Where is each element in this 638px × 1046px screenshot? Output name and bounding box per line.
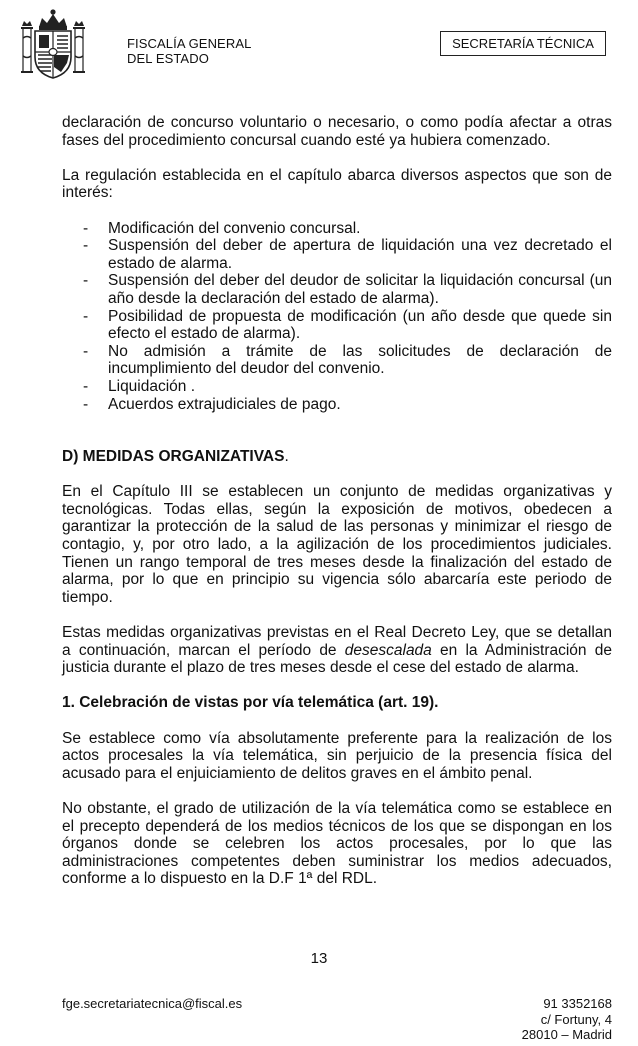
paragraph-chapter-iii: En el Capítulo III se establecen un conjunto de medidas organizativas y tecnológicas. Todas ellas, según la exposición de motivos, obedecen a garantizar la protección de la salud de las personas y minimizar el riesgo de contagio, y, por otro lado, a la agilización de los procedimientos judiciales. Tienen un rango temporal de tres meses desde la finalización del estado de alarma, por lo que en principio su vigencia sólo abarcaría este periodo de tiempo.: [62, 483, 612, 606]
section-d-heading: [62, 448, 612, 466]
paragraph-telematic-preferred: Se establece como vía absolutamente preferente para la realización de los actos procesales la vía telemática, sin perjuicio de la presencia física del acusado para el enjuiciamiento de delitos graves en el ámbito penal.: [62, 729, 612, 782]
list-item: - Suspensión del deber de apertura de liquidación una vez decretado el estado de alarma.: [62, 237, 612, 272]
footer-address-line-1: c/ Fortuny, 4: [540, 1011, 612, 1027]
footer-address-line-2: 28010 – Madrid: [521, 1027, 612, 1042]
paragraph-organizational-measures: [62, 624, 612, 677]
list-item: - No admisión a trámite de las solicitudes de declaración de incumplimiento del deudor del convenio.: [62, 343, 612, 378]
list-item: - Liquidación .: [62, 378, 612, 396]
page-number: 13: [310, 950, 328, 967]
section-d-period: .: [284, 448, 289, 466]
document-body: [62, 114, 612, 888]
institution-line-2: DEL ESTADO: [127, 51, 209, 66]
department-label-box: SECRETARÍA TÉCNICA: [440, 31, 606, 56]
paragraph-text-start: Estas medidas organizativas previstas en el Real Decreto Ley, que se detallan a continuación, marcan el período de: [62, 624, 612, 659]
institution-line-1: FISCALÍA GENERAL: [127, 36, 252, 51]
aspects-list: [62, 220, 612, 414]
footer-email: fge.secretariatecnica@fiscal.es: [62, 996, 243, 1011]
paragraph-text-end: en la Administración de justicia durante el plazo de tres meses desde el cese del estado de alarma.: [62, 641, 612, 677]
italic-term: desescalada: [344, 641, 432, 659]
paragraph-technical-means: No obstante, el grado de utilización de la vía telemática como se establece en el precepto dependerá de los medios técnicos de los que se dispongan en los órganos donde se celebren los actos procesales, por lo que las administraciones competentes deben suministrar los medios adecuados, conforme a lo dispuesto en la D.F 1ª del RDL.: [62, 799, 612, 888]
section-d-title: D) MEDIDAS ORGANIZATIVAS: [62, 448, 285, 466]
institution-name: [127, 36, 251, 66]
coat-of-arms-icon: [20, 8, 86, 80]
subheading-telematic-hearings: 1. Celebración de vistas por vía telemática (art. 19).: [62, 694, 439, 712]
paragraph-regulation-intro: La regulación establecida en el capítulo abarca diversos aspectos que son de interés:: [62, 166, 612, 202]
footer-phone: 91 3352168: [543, 996, 612, 1011]
footer-contact: [522, 996, 612, 1043]
paragraph-continuation: declaración de concurso voluntario o necesario, o como podía afectar a otras fases del procedimiento concursal cuando esté ya hubiera comenzado.: [62, 114, 612, 149]
list-item: - Posibilidad de propuesta de modificación (un año desde que quede sin efecto el estado de alarma).: [62, 308, 612, 343]
list-item: - Acuerdos extrajudiciales de pago.: [62, 396, 612, 414]
list-item: - Suspensión del deber del deudor de solicitar la liquidación concursal (un año desde la declaración del estado de alarma).: [62, 272, 612, 307]
list-item: - Modificación del convenio concursal.: [62, 220, 612, 238]
